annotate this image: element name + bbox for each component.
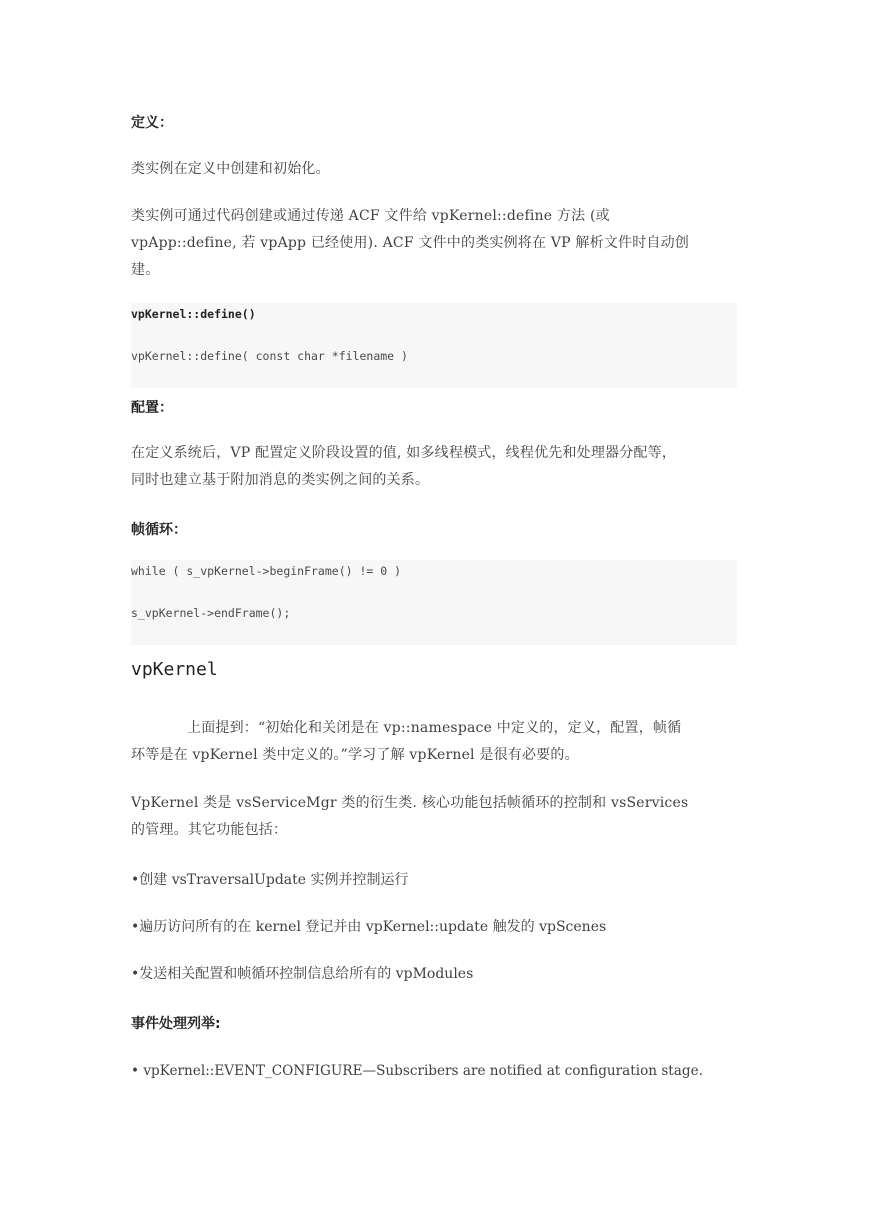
config-paragraph-line-1: 在定义系统后，VP 配置定义阶段设置的值, 如多线程模式，线程优先和处理器分配等， — [131, 445, 677, 461]
vpkernel-paragraph-2-line-2: 的管理。其它功能包括： — [131, 822, 288, 838]
definition-paragraph-1: 类实例在定义中创建和初始化。 — [131, 161, 330, 177]
code-block-define — [131, 303, 737, 388]
list-item-event-configure: • vpKernel::EVENT_CONFIGURE—Subscribers are notified at configuration stage. — [131, 1063, 703, 1079]
vpkernel-paragraph-2-line-1: VpKernel 类是 vsServiceMgr 类的衍生类. 核心功能包括帧循环的控制和 vsServices — [131, 795, 689, 811]
config-heading: 配置： — [131, 400, 173, 416]
list-item-traversal-update: •创建 vsTraversalUpdate 实例并控制运行 — [131, 872, 409, 888]
vpkernel-paragraph-2 — [131, 790, 737, 844]
code-block-frameloop — [131, 560, 737, 645]
vpkernel-section-title: vpKernel — [131, 659, 218, 680]
vpkernel-paragraph-1 — [131, 715, 737, 769]
definition-paragraph-2-line-3: 建。 — [131, 262, 160, 278]
code-line-begin-frame: while ( s_vpKernel->beginFrame() != 0 ) — [131, 564, 402, 578]
definition-heading: 定义： — [131, 115, 173, 131]
definition-paragraph-2-line-2: vpApp::define, 若 vpApp 已经使用). ACF 文件中的类实例将在 VP 解析文件时自动创 — [131, 235, 690, 251]
config-paragraph-line-2: 同时也建立基于附加消息的类实例之间的关系。 — [131, 472, 430, 488]
code-line-define: vpKernel::define() — [131, 307, 256, 321]
vpkernel-paragraph-1-line-2: 环等是在 vpKernel 类中定义的。”学习了解 vpKernel 是很有必要的。 — [131, 747, 579, 763]
list-item-vpmodules: •发送相关配置和帧循环控制信息给所有的 vpModules — [131, 966, 474, 982]
events-heading: 事件处理列举: — [131, 1016, 221, 1032]
code-line-end-frame: s_vpKernel->endFrame(); — [131, 606, 291, 620]
frameloop-heading: 帧循环： — [131, 522, 187, 538]
code-line-define-filename: vpKernel::define( const char *filename ) — [131, 349, 408, 363]
vpkernel-paragraph-1-line-1: 上面提到：“初始化和关闭是在 vp::namespace 中定义的，定义，配置，帧循 — [187, 720, 682, 736]
definition-paragraph-2 — [131, 203, 737, 284]
config-paragraph — [131, 440, 737, 494]
list-item-vpscenes: •遍历访问所有的在 kernel 登记并由 vpKernel::update 触发的 vpScenes — [131, 919, 607, 935]
definition-paragraph-2-line-1: 类实例可通过代码创建或通过传递 ACF 文件给 vpKernel::define 方法 (或 — [131, 208, 610, 224]
